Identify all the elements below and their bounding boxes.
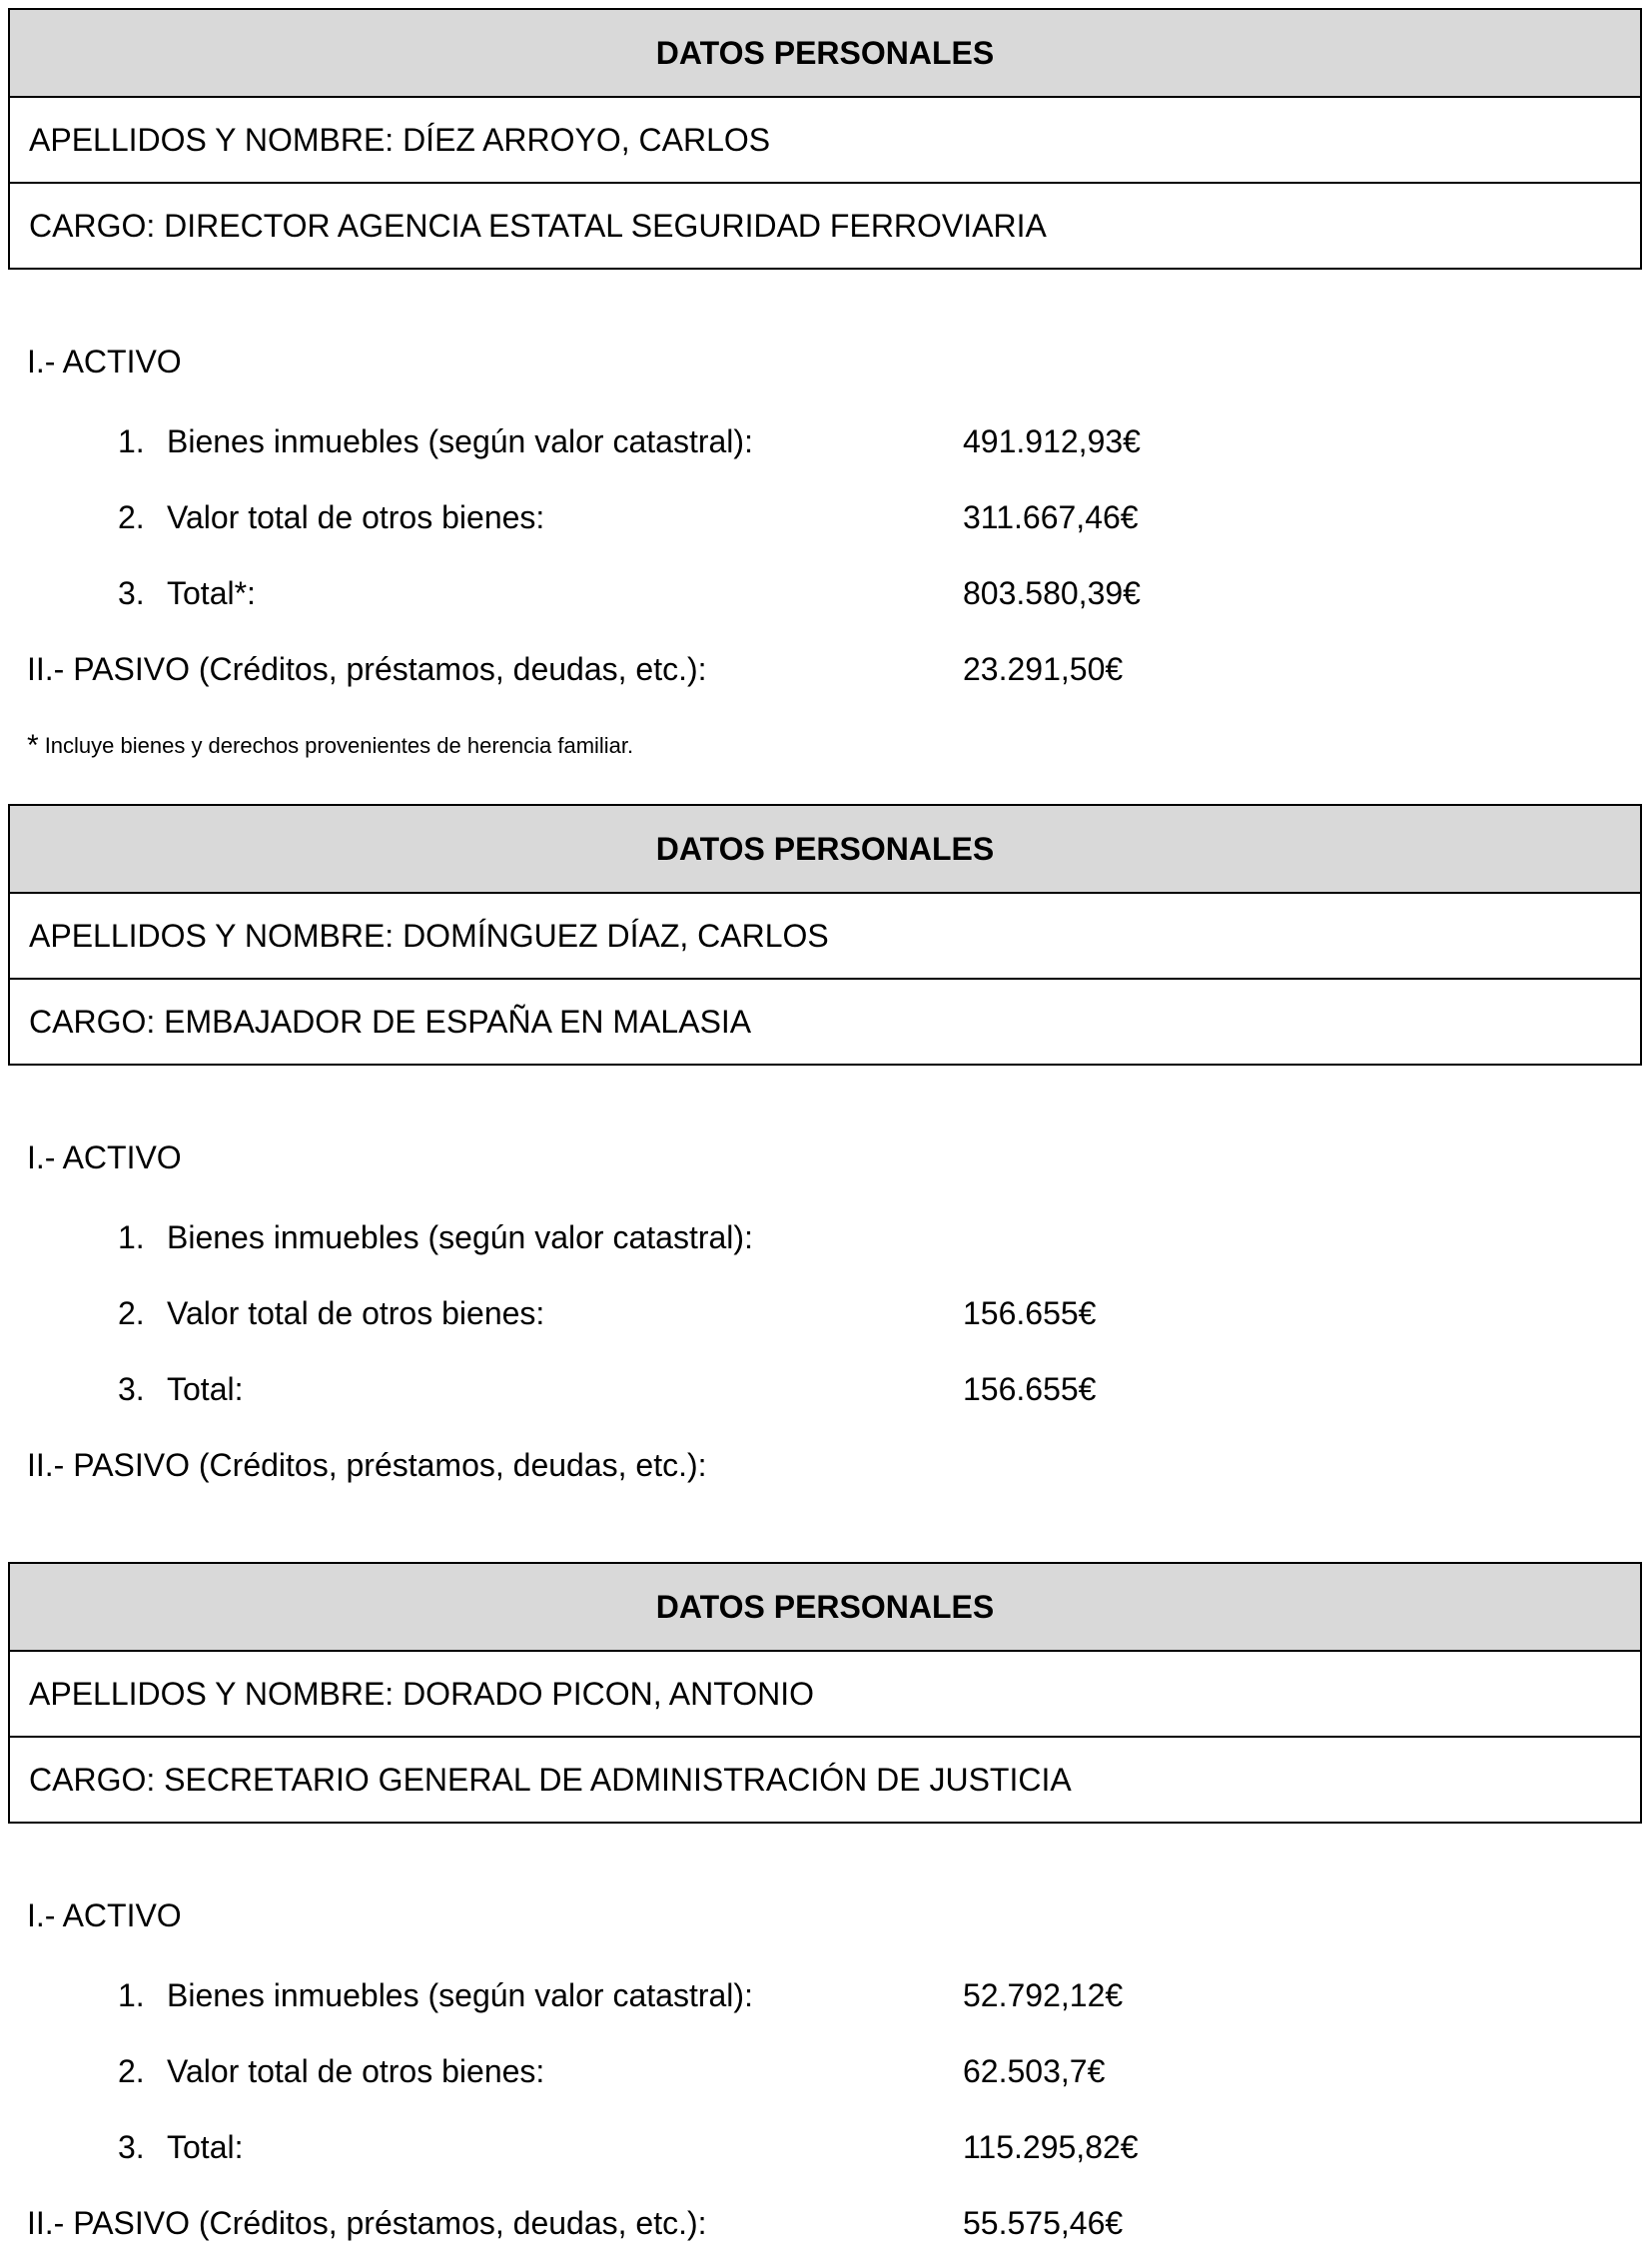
personal-data-header: DATOS PERSONALES <box>10 10 1640 96</box>
asset-item-number: 1. <box>118 1219 145 1255</box>
pasivo-value: 55.575,46€ <box>963 2205 1124 2241</box>
asset-item-value: 52.792,12€ <box>963 1977 1124 2013</box>
asset-item-number: 2. <box>118 2053 145 2089</box>
asset-item-number: 2. <box>118 1295 145 1331</box>
personal-data-box <box>8 8 1642 270</box>
activo-label: I.- ACTIVO <box>27 344 182 379</box>
asset-item-number: 1. <box>118 423 145 459</box>
footnote-mark: * <box>27 729 39 762</box>
name-row: APELLIDOS Y NOMBRE: DOMÍNGUEZ DÍAZ, CARLOS <box>10 892 1640 978</box>
pasivo-label: II.- PASIVO (Créditos, préstamos, deudas, etc.): <box>27 651 707 687</box>
asset-item-label: Total: <box>167 2129 244 2165</box>
asset-item-value: 311.667,46€ <box>963 499 1139 535</box>
asset-item-label: Bienes inmuebles (según valor catastral): <box>167 1977 753 2013</box>
asset-item-number: 2. <box>118 499 145 535</box>
asset-item-label: Valor total de otros bienes: <box>167 2053 545 2089</box>
asset-item-value: 156.655€ <box>963 1371 1097 1407</box>
cargo-row: CARGO: EMBAJADOR DE ESPAÑA EN MALASIA <box>10 978 1640 1064</box>
asset-item-label: Bienes inmuebles (según valor catastral): <box>167 423 753 459</box>
footnote <box>27 729 633 763</box>
asset-item-number: 3. <box>118 1371 145 1407</box>
pasivo-label: II.- PASIVO (Créditos, préstamos, deudas, etc.): <box>27 1447 707 1483</box>
asset-item-value: 62.503,7€ <box>963 2053 1106 2089</box>
footnote-text: Incluye bienes y derechos provenientes de herencia familiar. <box>44 733 634 758</box>
asset-item-value: 803.580,39€ <box>963 575 1141 611</box>
asset-item-label: Total: <box>167 1371 244 1407</box>
personal-data-box <box>8 1562 1642 1824</box>
asset-item-number: 3. <box>118 2129 145 2165</box>
asset-item-label: Valor total de otros bienes: <box>167 499 545 535</box>
pasivo-label: II.- PASIVO (Créditos, préstamos, deudas, etc.): <box>27 2205 707 2241</box>
pasivo-value: 23.291,50€ <box>963 651 1124 687</box>
name-row: APELLIDOS Y NOMBRE: DÍEZ ARROYO, CARLOS <box>10 96 1640 182</box>
asset-item-label: Total*: <box>167 575 256 611</box>
activo-label: I.- ACTIVO <box>27 1139 182 1175</box>
activo-label: I.- ACTIVO <box>27 1897 182 1933</box>
cargo-row: CARGO: SECRETARIO GENERAL DE ADMINISTRACIÓN DE JUSTICIA <box>10 1736 1640 1822</box>
asset-item-number: 3. <box>118 575 145 611</box>
name-row: APELLIDOS Y NOMBRE: DORADO PICON, ANTONIO <box>10 1650 1640 1736</box>
personal-data-header: DATOS PERSONALES <box>10 806 1640 892</box>
cargo-row: CARGO: DIRECTOR AGENCIA ESTATAL SEGURIDAD FERROVIARIA <box>10 182 1640 268</box>
asset-item-label: Bienes inmuebles (según valor catastral): <box>167 1219 753 1255</box>
asset-item-number: 1. <box>118 1977 145 2013</box>
asset-item-value: 491.912,93€ <box>963 423 1141 459</box>
asset-item-label: Valor total de otros bienes: <box>167 1295 545 1331</box>
personal-data-header: DATOS PERSONALES <box>10 1564 1640 1650</box>
personal-data-box <box>8 804 1642 1066</box>
asset-item-value: 156.655€ <box>963 1295 1097 1331</box>
asset-item-value: 115.295,82€ <box>963 2129 1139 2165</box>
